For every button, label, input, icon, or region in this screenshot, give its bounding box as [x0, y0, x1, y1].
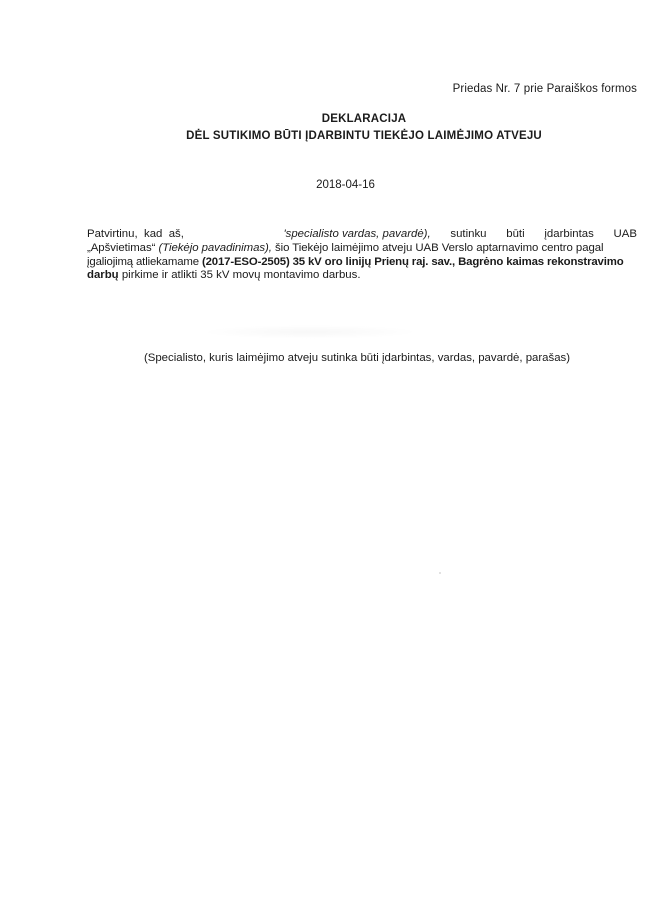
procurement-title: (2017-ESO-2505) 35 kV oro linijų Prienų raj. sav., Bagrėno kaimas rekonstravimo [201, 255, 624, 268]
line4-rest: pirkime ir atlikti 35 kV movų montavimo darbus. [121, 269, 361, 282]
document-subtitle: DĖL SUTIKIMO BŪTI ĮDARBINTU TIEKĖJO LAIMĖJIMO ATVEJU [186, 130, 542, 142]
scan-smudge [200, 325, 420, 339]
procurement-title-end: darbų [87, 269, 119, 282]
word-patvirtinu: Patvirtinu, [87, 228, 138, 240]
line3-start: įgaliojimą atliekamame [87, 255, 199, 268]
name-blank [204, 228, 264, 242]
word-as: aš, [168, 228, 184, 240]
document-date: 2018-04-16 [316, 179, 375, 191]
declaration-line-2 [87, 242, 637, 256]
supplier-name: „Apšvietimas“ [87, 241, 156, 254]
declaration-line-4 [87, 269, 637, 283]
word-buti: būti [506, 228, 525, 240]
document-title: DEKLARACIJA [321, 113, 407, 125]
word-uab: UAB [613, 228, 637, 240]
scan-speck [439, 572, 441, 574]
word-sutinku: sutinku [450, 228, 487, 240]
declaration-paragraph [87, 228, 637, 283]
declaration-line-3 [87, 256, 637, 270]
signature-caption: (Specialisto, kuris laimėjimo atveju sutinka būti įdarbintas, vardas, pavardė, parašas) [143, 352, 571, 364]
word-kad: kad [144, 228, 163, 240]
annex-reference: Priedas Nr. 7 prie Paraiškos formos [452, 83, 637, 95]
line2-rest: šio Tiekėjo laimėjimo atveju UAB Verslo aptarnavimo centro pagal [274, 241, 604, 254]
declaration-line-1 [87, 228, 637, 242]
line1-lead [87, 228, 184, 242]
word-idarbintas: įdarbintas [544, 228, 594, 240]
specialist-name-placeholder: 'specialisto vardas, pavardė), [283, 228, 431, 240]
supplier-name-label: (Tiekėjo pavadinimas), [158, 241, 272, 254]
